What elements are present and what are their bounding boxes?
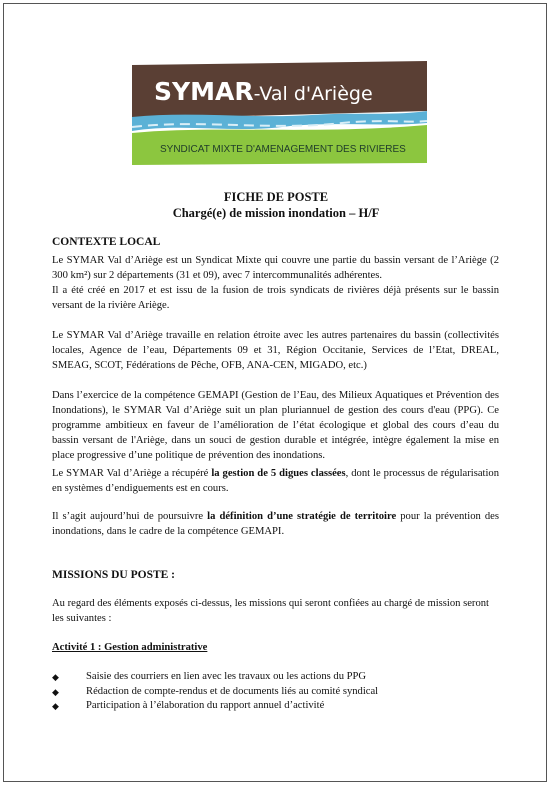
missions-intro: Au regard des éléments exposés ci-dessus, les missions qui seront confiées au chargé de mission seront les suivantes : xyxy=(52,598,489,624)
contexte-p1b: Il a été créé en 2017 et est issu de la fusion de trois syndicats de rivières déjà présents sur le bassin versant de la rivière Ariège. xyxy=(52,285,499,311)
contexte-paragraph-5 xyxy=(52,509,499,539)
p4-pre: Le SYMAR Val d’Ariège a récupéré xyxy=(52,468,212,479)
logo-brand: SYMAR xyxy=(154,77,254,106)
contexte-paragraph-2: Le SYMAR Val d’Ariège travaille en relation étroite avec les autres partenaires du bassin (collectivités locales, Agence de l’eau, Départements 09 et 31, Région Occitanie, Services de l’Etat, DREAL, SMEAG, SCOT, Fédérations de Pêche, OFB, ANA-CEN, MIGADO, etc.) xyxy=(52,330,499,371)
list-item xyxy=(52,670,499,685)
missions-heading: MISSIONS DU POSTE : xyxy=(52,569,176,581)
list-item xyxy=(52,685,499,700)
list-item xyxy=(52,699,499,714)
contexte-heading: CONTEXTE LOCAL xyxy=(52,236,161,248)
diamond-bullet-icon: ◆ xyxy=(52,701,59,711)
logo-brand-rest: -Val d'Ariège xyxy=(253,83,373,105)
document-title: FICHE DE POSTE xyxy=(223,190,329,204)
bullet-text: Saisie des courriers en lien avec les travaux ou les actions du PPG xyxy=(86,671,367,682)
p5-pre: Il s’agit aujourd’hui de poursuivre xyxy=(52,511,208,522)
contexte-paragraph-4 xyxy=(52,466,499,496)
p4-post: , dont le processus de régularisation en systèmes d’endiguements est en cours. xyxy=(52,468,500,494)
p4-bold: la gestion de 5 digues classées xyxy=(211,468,346,479)
contexte-paragraph-3: Dans l’exercice de la compétence GEMAPI (Gestion de l’Eau, des Milieux Aquatiques et Prévention des Inondations), le SYMAR Val d’Ariège suit un plan pluriannuel de gestion des cours d'eau (PPG). Ce programme ambitieux en faveur de l’amélioration de l’état écologique et global des cours d’eau du bassin versant de l'Ariège, dans un souci de gestion durable et intégrée, intègre également la mise en place progressive d’une politique de prévention des inondations. xyxy=(52,390,499,461)
activite-title-text: Activité 1 : Gestion administrative xyxy=(52,642,208,653)
p5-post: pour la prévention des inondations, dans le cadre de la compétence GEMAPI. xyxy=(52,511,499,537)
p5-bold: la définition d’une stratégie de territoire xyxy=(207,511,397,522)
contexte-paragraph-1 xyxy=(52,253,499,313)
diamond-bullet-icon: ◆ xyxy=(52,686,59,697)
bullet-text: Rédaction de compte-rendus et de documents liés au comité syndical xyxy=(86,685,379,697)
bullet-text: Participation à l’élaboration du rapport annuel d’activité xyxy=(86,700,325,711)
symar-logo xyxy=(132,61,427,166)
diamond-bullet-icon: ◆ xyxy=(52,672,59,682)
missions-bullets xyxy=(52,670,499,714)
contexte-p1a: Le SYMAR Val d’Ariège est un Syndicat Mixte qui couvre une partie du bassin versant de l’Ariège (2 300 km²) sur 2 départements (31 et 09), avec 7 intercommunalités adhérentes. xyxy=(52,255,499,281)
document-subtitle: Chargé(e) de mission inondation – H/F xyxy=(172,206,380,220)
activite-title xyxy=(52,640,499,655)
logo-tagline: SYNDICAT MIXTE D'AMENAGEMENT DES RIVIERES xyxy=(160,144,406,155)
